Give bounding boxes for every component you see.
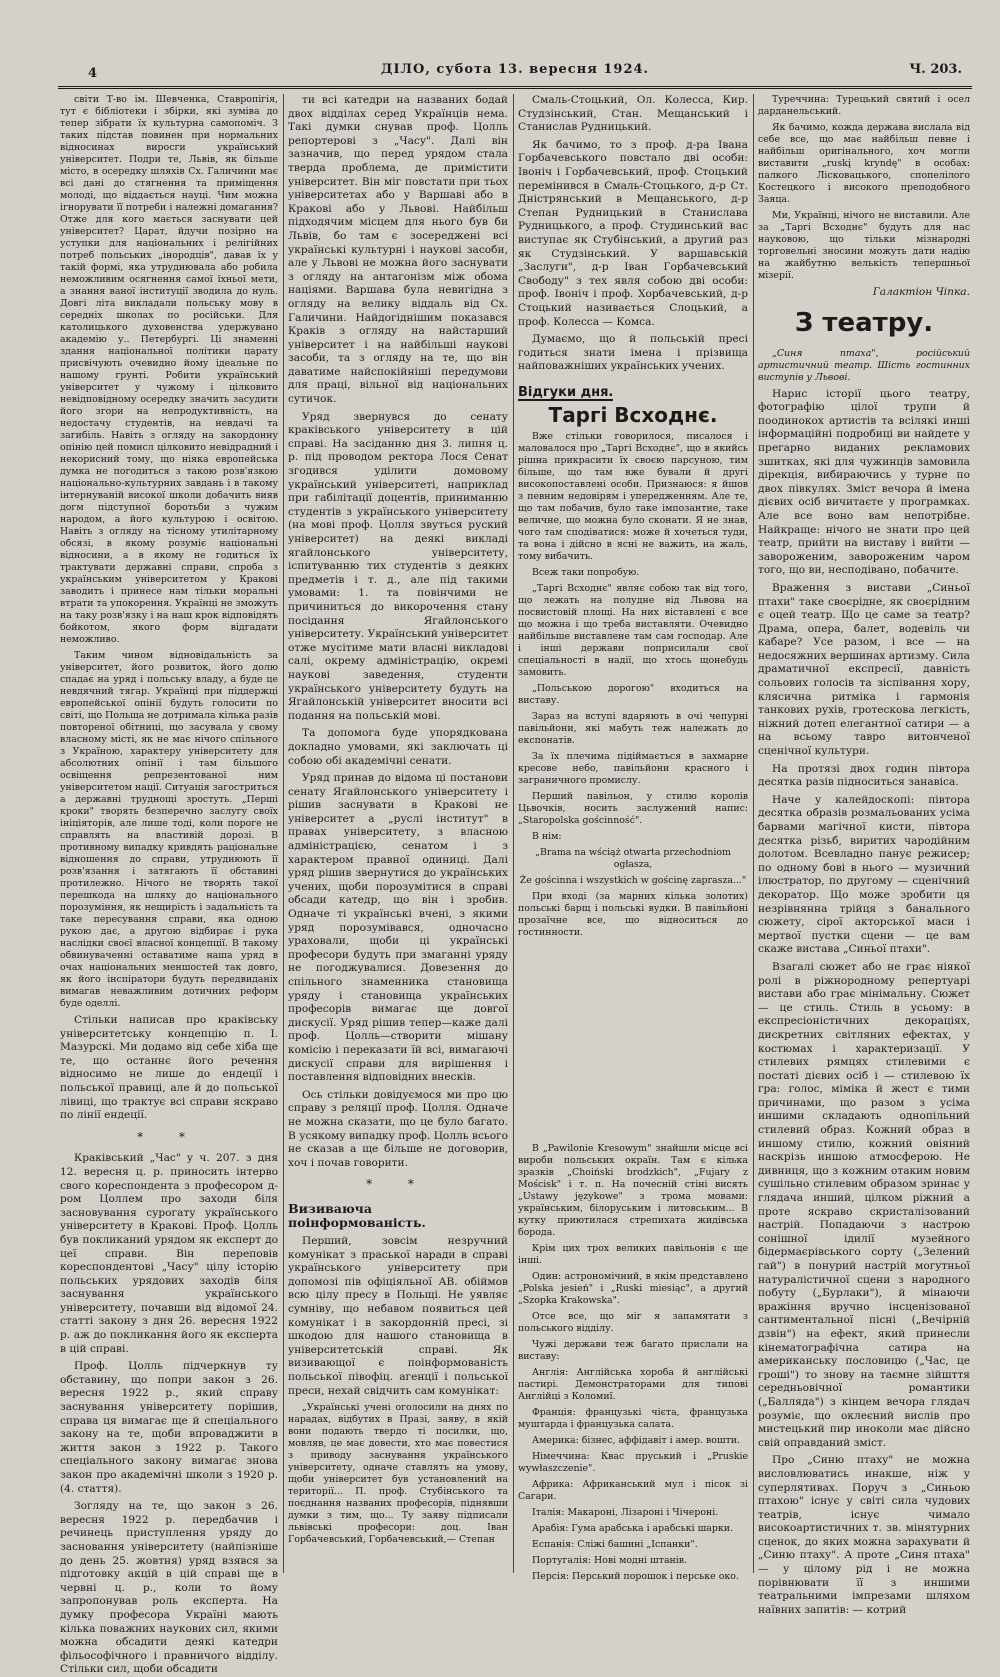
article-paragraph: Нарис історії цього театру, фотографію цілої трупи й поодинокох артистів та всілякі инші інформаційні подробиці ви найдете у прегарно виданих рекламових зшитках, які для чужинців замовила дірекція, вибираючись у турне по двох півкулях. Зміст вечора й імена дієвих осіб вичитаєте у програмках. Але все воно вам непотрібне. Найкраще: нічого не знати про цей театр, прийти на виставу і вийти — завороженим, завороженим чаром того, що ви, несподівано, побачите. [758,387,970,577]
article-paragraph: Один: астрономічний, в якім представлено „Polska jesień" і „Ruski miesiąc", а другий „Szopka Krakowska". [518,1271,748,1307]
article-paragraph: Америка: бізнес, аффідавіт і амер. вошти. [532,1435,741,1447]
article-paragraph: Ми, Українці, нічого не виставили. Але за „Таргі Всходнє" будуть для нас науковою, що тільки мізнародні торговельні зносини можуть дати надію на жайбутню велькість тепершньої мізерії. [758,210,970,281]
blank-space [518,943,748,1143]
article-paragraph: „Польською дорогою" входиться на виставу. [518,683,748,707]
column-divider [283,94,284,1573]
article-subtitle: „Синя птаха", російський артистичний театр. Шість гостинних виступів у Львові. [758,347,970,383]
article-paragraph: Таким чином відновідальність за університет, його розвиток, його долю спадає на уряд і польську владу, а буде це невдячний тягар. Українці при піддержці европейської опінії будуть голосити по світі, що Польща не дотримала кілька разів повтореної обітниці, що засувала у свому власному місті, як не має нічого спільного з Україною, характеру університету для абсолютних опінії і там більшого освіщення репрезентованої ним університетом нації. Ситуація загостриться а державні труднощі зростуть. „Перші кроки" творять безперечно заслугу своїх ініціяторів, але лише тоді, коли пороге не справлять на властивій дорозі. В противному випадку кривдять раціональне відношення до справи, утруднюють її розв'язання і затягають її обставині протилежно. Нічого не творять такої перешкода на шляху до національного порозуміння, як нещирість і задальність та таке пересування справи, яка одною рукою дає, а другою відбирає і рука наслідки своєї власної концепції. В такому обвинуваченні оставатиме наша уряд в очах національних меншостей так довго, як його інспіратори будуть передвиданіх вимагав неважливим дотичних реформ буде оделлі. [60,650,278,1009]
article-paragraph: Проф. Цолль підчеркнув ту обставину, що попри закон з 26. вересня 1922 р., який справу заснування університету порішив, справа ця вимагає ще й спеціального закону на те, щоби впроваджити в життя закон з 1922 р. Такого спеціального закону вимагає знова закон про академічні школи з 1920 р. (4. стаття). [60,1360,278,1495]
article-paragraph: Португалія: Нові модні штанів. [532,1555,688,1567]
section-separator: * * [366,1177,430,1192]
article-paragraph: „Таргі Всходнє" являє собою так від того, що лежать на полудне від Львова на посвистовій площі. На них віставлені є все що можна і що треба виставляти. Очевидно найбільше виставлене там сам господар. Але і інші держави поприсилали свої спеціальності в надії, що хтось щонебудь замовить. [518,583,748,679]
article-paragraph: Думаємо, що й польській пресі годиться знати імена і прізвища найповажніших українських учених. [518,333,748,373]
article-paragraph: Враження з вистави „Синьої птахи" таке своєрідне, як своєрідним є оцей театр. Що це саме за театр? Драма, опера, балет, водевіль чи кабаре? Усе разом, і все — на недосяжних вершинах артизму. Сила драматичної експресії, давність сольових голосів та зіспівання хору, клясична ритміка і гармонія танкових рухів, гротескова легкість, ніжний дотеп елегантної сатири — а на всьому тавро витонченої сценічної культури. [758,581,970,758]
article-paragraph: Італія: Макароні, Лізароні і Чічероні. [532,1507,719,1519]
article-paragraph: Уряд звернувся до сенату краківського університету в цій справі. На засіданню дня 3. липня ц. р. під проводом ректора Лося Сенат згодився уділити домовому український університеті, наприклад при габілітації доцентів, приниманню студентів з українського університету (на мові проф. Цолля звуться руский університет) на деякі викладі ягайлонського університету, іспитуванню тих студентів з деяких предметів і т. д., але під такими умовами: 1. та повінчими не причиниться до викорочення стану посідання Ягайлонського університету. Український університет отже мусітиме мати власні викладові салі, окрему адміністрацію, окремі наукові заведення, студенти українського університету будуть на Ягайлонській університет вносити всі подання на польській мові. [288,410,508,722]
article-paragraph: Ось стільки довідуємося ми про цю справу з реляції проф. Цолля. Одначе не можна сказати, що це було багато. В усякому випадку проф. Цолль всього не сказав а ще більше не договорив, хоч і почав говорити. [288,1088,508,1169]
article-paragraph: В „Pawilonie Kresowym" знайшли місце всі вироби польських окраїн. Там є кілька зразків „Choiński brodzkich", „Fujary z Mościsk" і т. п. На почесній стіні висять „Ustawy językowe" з трома мовами: українським, білоруським і литовським... В кутку приютилася стрепихата жидівська борода. [518,1143,748,1239]
article-paragraph: Краківський „Час" у ч. 207. з дня 12. вересня ц. р. приносить інтерво свого кореспондента з професором д-ром Цоллем про заходи біля засновування сурогату українського університету в Кракові. Проф. Цолль був покликаний урядом як експерт до цеї справи. Він переповів кореспондентові „Часу" цілу історію польських урядових заходів біля заснування українського університету, почавши від відомої 24. статті закону з дня 26. вересня 1922 р. аж до покликання його як експерта в цій справі. [60,1152,278,1355]
article-paragraph: ти всі катедри на названих бодай двох відділах серед Українців нема. Такі думки снував проф. Цолль репортерові з „Часу". Далі він зазначив, що перед урядом стала тверда проблема, де примістити університет. Він міг повстати при тьох університетах або у Варшаві або в Кракові або у Львові. Найбільш підходячим місцем для нього був би Львів, бо там є зосереджені всі українські культурні і наукові засоби, але у Львові не можна його заснувати з огляду на антагонізм між обома націями. Варшава була невигідна з огляду на велику віддаль від Сх. Галичини. Найдогіднішим показався Краків з огляду на найстарший університет і на найбільші наукові засоби, та з огляду на те, що він даватиме найспокійніші передумови для праці, вільної від національних сутичок. [288,94,508,406]
article-paragraph: Взагалі сюжет або не грає ніякої ролі в ріжнородному репертуарі вистави або грає мінімальну. Сюжет — це стиль. Стиль в усьому: в експресіоністичних декораціях, дискретних світляних ефектах, у костюмах і характеризації. У стилевих рямцях стилевими є постаті дієвих осіб і — стилевою їх гра: голос, міміка й жест є тими причинами, що разом з усіма иншими складають однопільний стилевий образ. Кожний образ в иншому стилю, кожний овіяний наскрізь иншою атмосферою. Не дивниця, що з кожним отаким новим сушільно стилевим образом зринає у глядача инший, цілком ріжний а проте яскраво скристалізований настрій. Попадаючи з настрою сонішної ідилії музейного бідермаєрівського сорту („Зелений гай") в понурий настрій могутньої натуралістичної сцени з народного побуту („Бурлаки"), й мінаючи вражіння вручно інсценізованої сантиментальної пісні („Вечірній дзвін") на ефект, який принесли кінематографічна сатира на американську пословицю („Час, це гроші") то знову на таємне зійшття середньовічної романтики („Балляда") з кінцем вечора глядач розуміє, що оклеєний вислів про мистецький пир иноколи має дійсно свій оправданий зміст. [758,960,970,1449]
article-paragraph: Отсе все, що міг я запамятати з польського відділу. [518,1311,748,1335]
article-paragraph: Про „Синю птаху" не можна висловлюватись инакше, ніж у суперлятивах. Поруч з „Синьою птахою" існує у світі сила чудових театрів, існує чимало високоартистичних т. зв. мінятурних сценок, до яких можна зарахувати й „Синю птаху". А проте „Синя птаха" — у цілому рід і не можна порівнювати її з иншими театральними імпрезами шляхом наївних запитів: — котрий [758,1454,970,1616]
article-paragraph: Зогляду на те, що закон з 26. вересня 1922 р. передбачив і речинець приступлення уряду до засновання університету (найпізніше до день 25. жовтня) уряд взявся за підготовку акцій в цій справі ще в червні ц. р., коли то йому запропонував роль експерта. На думку професора Україні мають кілька поважних наукових сил, якими можна обсадити деякі катедри фільософічного і правничого відділу. Стільки сил, щоби обсадити [60,1500,278,1676]
quoted-communique: „Українські учені оголосили на днях по нарадах, відбутих в Празі, заяву, в якій вони подають твердо ті посилки, що, мовляв, це має довести, хто має повестися з приводу заснування українського університету, одначе ставлять на умову, щоби університет був установлений на території... П. проф. Стубінського та поєднання названих професорів, піднявши думки з тим, що... Ту заяву підписали львівські професори: доц. Іван Горбачевський, Горбачевський,— Степан [288,1402,508,1546]
article-paragraph: В нім: [532,831,562,843]
column-4 [758,94,970,1616]
article-paragraph: Вже стільки говорилося, писалося і маловалося про „Таргі Всходнє", що в якийсь рішна прикрасити їх своєю парсуною, тим більше, що там вже бували й другі високопоставлені особи. Признаюся: я йшов з певним недовірям і упередженням. Але те, що там побачив, було таке імпозантне, таке величне, що можна було сконати. Я не знав, чого там сподіватися: може й хочеться туди, та вона і дійсно в ясні не важить, на жаль, тому вибачить. [518,431,748,563]
article-paragraph: За їх плечима підіймається в захмарне кресове небо, павільйони красного і заграничного промислу. [518,751,748,787]
issue-number: Ч. 203. [909,62,962,77]
column-divider [753,94,754,1573]
article-paragraph: Арабія: Гума арабська і арабські шарки. [532,1523,733,1535]
article-paragraph: світи Т-во ім. Шевченка, Ставропігія, тут є бібліотеки і збірки, які зуміва до тепер зібрати їх культурна самопоміч. З таких підстав повинен при нормальних відносинах виросги український університет. Подри те, Львів, як більше місто, в осередку шляхів Сх. Галичини має всі дані до стягнення та приміщення молоді, що віддається науці. Чим можна ігнорувати її потреби і належні домагання? Отже для кого мається заснувати цей університет? Царат, йдучи позірно на уступки для національних і релігійних потреб польських „інородців", давав їх у такій формі, яка утруднювала або робила неможливим осягнення самої їхньої мети, а знання ваної інституції зводила до нуль. Довгі літа викладали польську мову в середніх школах по російськи. Для католицького духовенства удержувано академію у.. Петербургі. Ці знаменні здання національної політики царату присвічують очевидно йому ідеальне по нашому грунті. Робити український університет у чужому і цілковито невідповідному осередку значить засудити його згори на непродуктивність, на недостачу студентів, на невдачі та загибіль. Навіть з огляду на закордонну опінію цей помисл цілковито невідрадний і некорисний тому, що ніяка европейська думка не погодиться з такою розв'язкою національно-культурних завдань і в такому інтернуваній високої школи добачить вияв догм підступної боротьби з чужим народом, а його культурою і освітою. Навіть з огляду на тісному утилітарному обсязі, в якому розуміє національні відносини, а в якому не годиться їх трактувати державні справи, спроба з українським університетом у Кракові заводить і принесе нам тільки моральні втрати та упокорення. Українці не зможуть на таку розв'язку і на наш крок відповідять бойкотом, якого форм відгадати неможливо. [60,94,278,645]
column-2 [288,94,508,1573]
section-kicker: Відгуки дня. [518,384,614,400]
article-paragraph: Як бачимо, то з проф. д-ра Івана Горбачевського повстало дві особи: Івоніч і Горбачевський, проф. Стоцький перемінився в Смаль-Стоцького, д-р Ст. Дністрянський в Мещанського, д-р Степан Рудницький в Станислава Рудницького, а проф. Студинський вас виступає як Стубінський, а другий раз як Студзінський. У варшавській „Заслуги", д-р Іван Горбачевський Свободу" з тех явля собою дві особи: проф. Івоніч і проф. Хорбачевський, д-р Стоцький називається Слоцький, а проф. Колесса — Комса. [518,138,748,328]
section-separator: * * [137,1129,201,1144]
section-title: З театру. [794,307,934,338]
article-paragraph: Німеччина: Квас пруський і „Pruskie wywłaszczenie". [518,1451,748,1475]
article-paragraph: Смаль-Стоцький, Ол. Колесса, Кир. Студзінський, Стан. Мещанський і Станислав Рудницький. [518,94,748,134]
article-paragraph: Зараз на вступі вдаряють в очі чепурні павільйони, які мабуть теж належать до експонатів. [518,711,748,747]
article-heading: Визиваюча поінформованість. [288,1200,426,1230]
article-paragraph: Африка: Африканський мул і пісок зі Сагари. [518,1479,748,1503]
article-paragraph: Наче у калейдоскопі: півтора десятка образів розмальованих усіма барвами магічної кисти, півтора десятка різьб, виритих чародійним долотом. Всевладно панує режисер; по одному бові в нього — музичний ілюстратор, по другому — сценічний декоратор. Що може зробити ця незрівнянна трійця з банального сюжету, сірої акторської маси і мертвої пустки сцени — це вам скаже вистава „Синьої птахи". [758,793,970,956]
article-paragraph: Стільки написав про краківську університетську концепцію п. І. Мазурскі. Ми додамо від себе хіба ще те, що останнє його речення відносимо не лише до ендеції і польської правиці, але й до польської лівиці, що трактує всі справи яскраво по лінії ендеції. [60,1014,278,1122]
author-signature: Галактіон Чіпка. [872,286,970,298]
article-paragraph: При вході (за марних кілька золотих) польські барщ і польські вудки. В павільйоні прозаїчне все, що відноситься до гостинности. [518,891,748,939]
column-3 [518,94,748,1583]
article-paragraph: Перший павільон, у стилю королів Цьвочків, носить заслужений напис: „Staropolska gościnność". [518,791,748,827]
page-header [58,54,972,89]
article-paragraph: Перший, зовсім незручний комунікат з праської наради в справі українського університету при допомозі пів офіціяльної АВ. обіймов всю цілу пресу в Польщі. Не уявляє сумніву, що небавом появиться цей комунікат і в закордонній пресі, зі шкодою для нашого становища в університетській справі. Як визивающої є поінформованість польської півофіц. агенції і польської преси, нехай свідчить сам комунікат: [288,1235,508,1397]
column-1 [60,94,278,1676]
masthead-date: ДІЛО, субота 13. вересня 1924. [380,62,650,77]
article-paragraph: Еспанія: Сліжі башині „Іспанки". [532,1539,698,1551]
article-paragraph: На протязі двох годин півтора десятка разів підноситься занавіса. [758,762,970,789]
article-paragraph: Туреччина: Турецький святий і осел дарданельський. [758,94,970,117]
column-divider [513,94,514,1573]
verse-line: Że gościnna i wszystkich w gościnę zaprasza..." [519,875,747,887]
verse-line: „Brama na wściąż otwarta przechodniom ogłasza, [535,847,731,871]
article-paragraph: Англія: Англійська хороба й англійські пастирі. Демонстраторами для типові Англійці з Коломиї. [518,1367,748,1403]
article-paragraph: Персія: Перський порошок і перське око. [532,1571,739,1583]
article-paragraph: Та допомога буде упорядкована докладно умовами, які заключать ці собою обі академічні сенати. [288,727,508,767]
article-paragraph: Франція: французькі чієта, французька муштарда і французька салата. [518,1407,748,1431]
page-number: 4 [88,66,98,81]
article-paragraph: Як бачимо, кожда держава вислала від себе все, що має найбільш певне і найбільш оригінального, хоч могли виставити „ruskį kryndę" в особах: палкого Лісковацького, спопелілого Костецкого і високого преподобного Заяца. [758,122,970,205]
article-paragraph: Крім цих трох великих павільонів є ще інші. [518,1243,748,1267]
article-paragraph: Чужі держави теж багато прислали на виставу: [518,1339,748,1363]
article-paragraph: Уряд принав до відома ці постанови сенату Ягайлонського університету і рішив заснувати в Кракові не університет а „руслі інститут" в правах університету, з власною адміністрацією, сенатом і з характером правної одиниці. Далі уряд рішив звернутися до українських учених, щоби порозумітися в справі обсади катедр, що він і зробив. Одначе ті українські вчені, з якими уряд порозумівався, одночасно ураховали, щоби ці українські професори будуть при змаганні уряду не погоджувалися. Довезення до спільного знаменника становища уряду і становища українських професорів вимагає ще довгої дискусії. Уряд рішив тепер—каже далі проф. Цолль—створити мішану комісію і переказати їй всі, вимагаючі дискусії справи для вирішення і поставлення відповідних внесків. [288,772,508,1084]
feuilleton-title: Таргі Всходнє. [548,403,718,428]
article-paragraph: Всеж таки попробую. [532,567,640,579]
